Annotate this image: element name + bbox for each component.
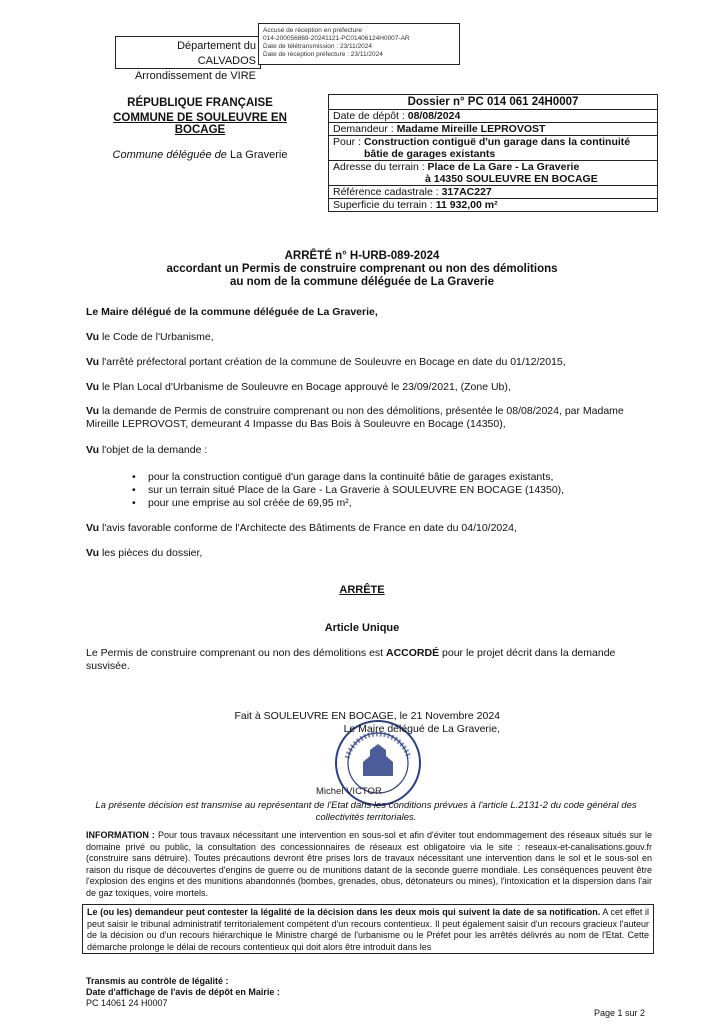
dossier-purpose-label: Pour : <box>333 136 364 148</box>
vu-plu <box>86 381 652 394</box>
dossier-area-label: Superficie du terrain : <box>333 199 436 211</box>
information-label: INFORMATION : <box>86 830 158 840</box>
vu-text: le Plan Local d'Urbanisme de Souleuvre en Bocage approuvé le 23/09/2021, (Zone Ub), <box>99 381 511 393</box>
receipt-line-3: Date de télétransmission : 23/11/2024 <box>263 43 373 50</box>
department-box <box>115 36 261 82</box>
department-name: Département du CALVADOS <box>177 40 256 67</box>
decision-before: Le Permis de construire comprenant ou non des démolitions est <box>86 647 386 659</box>
receipt-line-4: Date de réception préfecture : 23/11/2024 <box>263 51 383 58</box>
delegated-prefix: Commune déléguée de <box>112 149 227 161</box>
dossier-address-row <box>328 161 658 186</box>
vu-text: les pièces du dossier, <box>99 547 203 559</box>
receipt-stamp <box>258 23 460 65</box>
dossier-area-row <box>328 199 658 212</box>
vu-abf <box>86 522 652 535</box>
authority-block <box>110 97 290 161</box>
signature-block <box>190 710 500 736</box>
arrondissement-name: Arrondissement de VIRE <box>134 70 256 82</box>
vu-text: le Code de l'Urbanisme, <box>99 331 214 343</box>
recours-bold: Le (ou les) demandeur peut contester la légalité de la décision dans les deux mois qui suivent la date de sa notification. <box>87 907 601 917</box>
vu-code-urbanisme <box>86 331 652 344</box>
vu-demande <box>86 405 652 431</box>
vu-pieces <box>86 547 652 560</box>
delegated-commune <box>110 149 290 161</box>
vu-word: Vu <box>86 331 100 343</box>
vu-objet <box>86 444 652 457</box>
dossier-applicant-row <box>328 123 658 136</box>
vu-word: Vu <box>86 381 100 393</box>
page-number: Page 1 sur 2 <box>594 1008 646 1018</box>
vu-text: l'objet de la demande : <box>99 444 208 456</box>
dossier-address-label: Adresse du terrain : <box>333 161 428 173</box>
signature-role: Le Maire délégué de La Graverie, <box>343 723 500 735</box>
footer-transmission: Transmis au contrôle de légalité : <box>86 976 229 986</box>
vu-word: Vu <box>86 356 100 368</box>
objet-bullets <box>86 471 652 510</box>
transmission-note: La présente décision est transmise au représentant de l'Etat dans les conditions prévues à l'article L.2131-2 du code général des collectivités territoriales. <box>95 800 637 823</box>
dossier-purpose-row <box>328 136 658 161</box>
list-item: • pour la construction contiguë d'un garage dans la continuité bâtie de garages existants, <box>148 471 652 484</box>
dossier-date-row <box>328 110 658 123</box>
receipt-line-1: Accusé de réception en préfecture <box>263 27 363 34</box>
commune-heading: COMMUNE DE SOULEUVRE EN BOCAGE <box>113 112 287 136</box>
dossier-applicant-label: Demandeur : <box>333 123 397 135</box>
vu-word: Vu <box>86 547 100 559</box>
republic-heading: RÉPUBLIQUE FRANÇAISE <box>127 97 273 109</box>
dossier-area-value: 11 932,00 m² <box>435 199 498 211</box>
dossier-address-line2: à 14350 SOULEUVRE EN BOCAGE <box>425 173 598 185</box>
arrete-number: ARRÊTÉ n° H-URB-089-2024 <box>284 250 440 262</box>
dossier-table <box>328 94 658 212</box>
footer-reference: PC 14061 24 H0007 <box>86 998 168 1008</box>
footer <box>86 976 280 1009</box>
delegated-name: La Graverie <box>229 149 288 161</box>
arrete-heading: ARRÊTE <box>339 584 385 596</box>
mayor-line: Le Maire délégué de la commune déléguée de La Graverie, <box>86 306 378 318</box>
decision-text <box>86 647 652 673</box>
dossier-cadastral-row <box>328 186 658 199</box>
arrete-subject: accordant un Permis de construire comprenant ou non des démolitions <box>166 263 558 275</box>
list-item: • sur un terrain situé Place de la Gare - La Graverie à SOULEUVRE EN BOCAGE (14350), <box>148 484 652 497</box>
vu-text: l'arrêté préfectoral portant création de la commune de Souleuvre en Bocage en date du 01/12/2015, <box>99 356 566 368</box>
dossier-purpose-value: Construction contiguë d'un garage dans la continuité bâtie de garages existants <box>363 136 631 160</box>
vu-word: Vu <box>86 405 100 417</box>
vu-word: Vu <box>86 444 100 456</box>
dossier-applicant-value: Madame Mireille LEPROVOST <box>396 123 546 135</box>
list-item: • pour une emprise au sol créée de 69,95 m², <box>148 497 652 510</box>
vu-text: l'avis favorable conforme de l'Architecte des Bâtiments de France en date du 04/10/2024, <box>99 522 517 534</box>
decision-accorde: ACCORDÉ <box>386 647 440 659</box>
dossier-cadastral-value: 317AC227 <box>441 186 492 198</box>
dossier-date-label: Date de dépôt : <box>333 110 408 122</box>
arrete-title <box>100 250 624 289</box>
vu-arrete-prefectoral <box>86 356 652 369</box>
article-heading: Article Unique <box>324 622 400 634</box>
information-text: Pour tous travaux nécessitant une intervention en sous-sol et afin d'éviter tout endommagement des réseaux situés sur le domaine privé ou public, la consultation des concessionnaires de réseaux est obligatoire via le site : reseaux-et-canalisations.gouv.fr (construire sans détruire). Toutes précautions devront être prises lors de travaux nécessitant une intervention dans le sol et le sous-sol en raison du risque de découvertes d'engins de guerre ou de munitions datant de la seconde guerre mondiale. Les conséquences peuvent être l'explosion des engins et des munitions abandonnés (bombes, grenades, obus, détonateurs ou mines), l'intoxication et la dispersion dans l'air de gaz toxiques, voire mortels. <box>86 830 652 898</box>
signer-name: Michel VICTOR <box>316 786 382 797</box>
footer-affichage: Date d'affichage de l'avis de dépôt en Mairie : <box>86 987 280 997</box>
dossier-title: Dossier n° PC 014 061 24H0007 <box>328 94 658 110</box>
dossier-cadastral-label: Référence cadastrale : <box>333 186 442 198</box>
recours-box <box>82 904 654 954</box>
information-paragraph <box>86 830 652 899</box>
receipt-line-2: 014-200056869-20241121-PC01406124H0007-AR <box>263 35 410 42</box>
vu-word: Vu <box>86 522 100 534</box>
dossier-address-line1: Place de La Gare - La Graverie <box>427 161 580 173</box>
recours-text: A cet effet il peut saisir le tribunal administratif territorialement compétent d'un recours contentieux. Il peut également saisir d'un recours gracieux l'auteur de la décision ou d'un recours hiérarchique le Ministre chargé de l'urbanisme ou le Préfet pour les arrêtés délivrés au nom de l'Etat. Cette démarche prolonge le délai de recours contentieux qui doit alors être introduit dans les <box>87 907 649 952</box>
decision-after: pour le projet décrit dans la demande susvisée. <box>86 647 616 672</box>
dossier-date-value: 08/08/2024 <box>407 110 461 122</box>
arrete-subject-2: au nom de la commune déléguée de La Graverie <box>230 276 494 288</box>
signature-place-date: Fait à SOULEUVRE EN BOCAGE, le 21 Novembre 2024 <box>234 710 500 722</box>
vu-text: la demande de Permis de construire comprenant ou non des démolitions, présentée le 08/08/2024, par Madame Mireille LEPROVOST, demeurant 4 Impasse du Bas Bois à Souleuvre en Bocage (14350), <box>86 405 624 430</box>
